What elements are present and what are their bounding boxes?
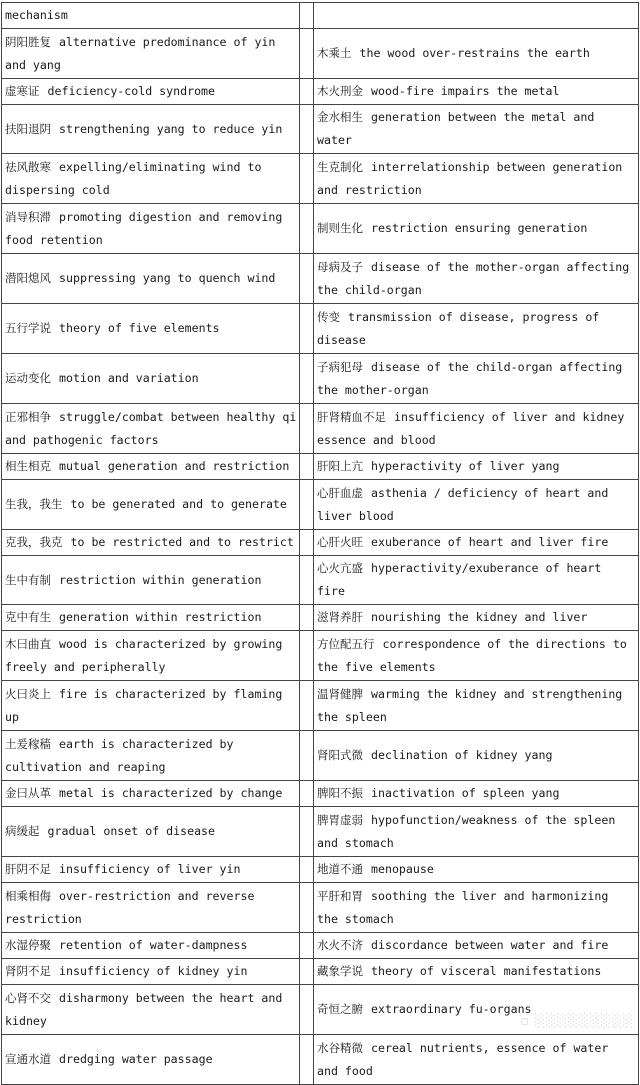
chinese-term: 克中有生 xyxy=(5,610,51,624)
english-translation: over-restriction and reverse restriction xyxy=(5,888,255,926)
glossary-table xyxy=(1,2,639,1085)
term-cell-right xyxy=(314,781,639,807)
chinese-term: 脾阳不振 xyxy=(317,786,363,800)
column-gap xyxy=(300,933,314,959)
term-cell-left xyxy=(2,454,300,480)
column-gap xyxy=(300,1035,314,1085)
column-gap xyxy=(300,254,314,304)
glossary-row xyxy=(2,454,639,480)
english-translation: disease of the mother-organ affecting the child-organ xyxy=(317,259,630,297)
english-translation: nourishing the kidney and liver xyxy=(371,610,588,624)
term-cell-left xyxy=(2,105,300,154)
column-gap xyxy=(300,154,314,204)
english-translation: theory of five elements xyxy=(59,321,220,335)
english-translation: declination of kidney yang xyxy=(371,748,553,762)
chinese-term: 克我，我克 xyxy=(5,535,63,549)
chinese-term: 虚寒证 xyxy=(5,84,40,98)
chinese-term: 奇恒之腑 xyxy=(317,1002,363,1016)
term-cell-right xyxy=(314,79,639,105)
term-cell-left xyxy=(2,781,300,807)
term-cell-right xyxy=(314,883,639,933)
term-cell-left xyxy=(2,304,300,354)
chinese-term: 制则生化 xyxy=(317,221,363,235)
chinese-term: 生我，我生 xyxy=(5,497,63,511)
english-translation: extraordinary fu-organs xyxy=(371,1002,532,1016)
english-translation: wood is characterized by growing freely and peripherally xyxy=(5,636,283,674)
column-gap xyxy=(300,883,314,933)
column-gap xyxy=(300,79,314,105)
chinese-term: 五行学说 xyxy=(5,321,51,335)
glossary-row xyxy=(2,631,639,681)
english-translation: hyperactivity/exuberance of heart fire xyxy=(317,561,602,598)
chinese-term: 正邪相争 xyxy=(5,409,51,424)
english-translation: wood-fire impairs the metal xyxy=(371,84,560,98)
chinese-term: 生克制化 xyxy=(317,159,363,174)
english-translation: the wood over-restrains the earth xyxy=(359,46,590,60)
term-cell-right xyxy=(314,556,639,605)
glossary-row xyxy=(2,933,639,959)
english-translation: interrelationship between generation and restriction xyxy=(317,159,623,197)
english-translation: mechanism xyxy=(5,8,68,22)
term-cell-left xyxy=(2,1035,300,1085)
column-gap xyxy=(300,731,314,781)
term-cell-left xyxy=(2,79,300,105)
chinese-term: 土爰稼穑 xyxy=(5,736,51,751)
glossary-row xyxy=(2,29,639,79)
glossary-row xyxy=(2,883,639,933)
english-translation: cereal nutrients, essence of water and food xyxy=(317,1040,609,1078)
term-cell-left xyxy=(2,530,300,556)
glossary-row xyxy=(2,556,639,605)
glossary-body xyxy=(2,3,639,1085)
english-translation: expelling/eliminating wind to dispersing cold xyxy=(5,159,262,197)
chinese-term: 平肝和胃 xyxy=(317,888,363,903)
chinese-term: 心肝血虚 xyxy=(317,485,363,500)
english-translation: retention of water-dampness xyxy=(59,938,248,952)
chinese-term: 生中有制 xyxy=(5,572,51,587)
chinese-term: 母病及子 xyxy=(317,259,363,274)
chinese-term: 肾阴不足 xyxy=(5,964,51,978)
chinese-term: 祛风散寒 xyxy=(5,159,51,174)
english-translation: exuberance of heart and liver fire xyxy=(371,535,609,549)
glossary-row xyxy=(2,807,639,857)
term-cell-left xyxy=(2,631,300,681)
glossary-row xyxy=(2,254,639,304)
chinese-term: 肝阴不足 xyxy=(5,862,51,876)
term-cell-left xyxy=(2,681,300,731)
column-gap xyxy=(300,354,314,404)
chinese-term: 滋肾养肝 xyxy=(317,610,363,624)
glossary-row xyxy=(2,154,639,204)
english-translation: strengthening yang to reduce yin xyxy=(59,121,283,136)
column-gap xyxy=(300,29,314,79)
column-gap xyxy=(300,605,314,631)
term-cell-right xyxy=(314,530,639,556)
term-cell-right xyxy=(314,857,639,883)
chinese-term: 水谷精微 xyxy=(317,1040,363,1055)
chinese-term: 地道不通 xyxy=(317,862,363,876)
column-gap xyxy=(300,454,314,480)
english-translation: mutual generation and restriction xyxy=(59,459,290,473)
term-cell-left xyxy=(2,480,300,530)
glossary-row xyxy=(2,1035,639,1085)
english-translation: struggle/combat between healthy qi and pathogenic factors xyxy=(5,409,297,447)
term-cell-left xyxy=(2,354,300,404)
chinese-term: 水火不济 xyxy=(317,938,363,952)
english-translation: to be restricted and to restrict xyxy=(70,535,294,549)
chinese-term: 火曰炎上 xyxy=(5,686,51,701)
column-gap xyxy=(300,3,314,29)
chinese-term: 肝阳上亢 xyxy=(317,459,363,473)
glossary-row xyxy=(2,857,639,883)
english-translation: insufficiency of liver and kidney essence and blood xyxy=(317,409,625,447)
watermark: ▫ ░░░░░░░░░ xyxy=(520,1014,634,1029)
english-translation: correspondence of the directions to the five elements xyxy=(317,636,627,674)
glossary-row xyxy=(2,105,639,154)
glossary-row xyxy=(2,731,639,781)
column-gap xyxy=(300,404,314,454)
chinese-term: 传变 xyxy=(317,309,340,324)
chinese-term: 心火亢盛 xyxy=(317,561,363,575)
english-translation: promoting digestion and removing food retention xyxy=(5,209,283,247)
term-cell-right xyxy=(314,404,639,454)
term-cell-right xyxy=(314,681,639,731)
term-cell-left xyxy=(2,3,300,29)
english-translation: fire is characterized by flaming up xyxy=(5,686,283,724)
term-cell-left xyxy=(2,556,300,605)
column-gap xyxy=(300,204,314,254)
glossary-row xyxy=(2,354,639,404)
chinese-term: 病缓起 xyxy=(5,824,40,838)
chinese-term: 木曰曲直 xyxy=(5,636,51,651)
english-translation: deficiency-cold syndrome xyxy=(47,84,216,98)
chinese-term: 木乘土 xyxy=(317,46,352,60)
column-gap xyxy=(300,807,314,857)
term-cell-right xyxy=(314,631,639,681)
english-translation: disharmony between the heart and kidney xyxy=(5,990,283,1028)
english-translation: hyperactivity of liver yang xyxy=(371,459,560,473)
english-translation: to be generated and to generate xyxy=(70,497,287,511)
term-cell-left xyxy=(2,883,300,933)
glossary-row xyxy=(2,304,639,354)
term-cell-right xyxy=(314,254,639,304)
column-gap xyxy=(300,781,314,807)
english-translation: gradual onset of disease xyxy=(47,824,216,838)
english-translation: soothing the liver and harmonizing the stomach xyxy=(317,888,609,926)
term-cell-right xyxy=(314,3,639,29)
chinese-term: 扶阳退阴 xyxy=(5,121,51,136)
english-translation: insufficiency of liver yin xyxy=(59,862,241,876)
english-translation: inactivation of spleen yang xyxy=(371,786,560,800)
english-translation: metal is characterized by change xyxy=(59,786,283,800)
english-translation: theory of visceral manifestations xyxy=(371,964,602,978)
term-cell-right xyxy=(314,105,639,154)
column-gap xyxy=(300,857,314,883)
column-gap xyxy=(300,985,314,1035)
chinese-term: 潜阳熄风 xyxy=(5,271,51,285)
column-gap xyxy=(300,480,314,530)
english-translation: motion and variation xyxy=(59,371,199,385)
term-cell-right xyxy=(314,933,639,959)
term-cell-right xyxy=(314,354,639,404)
glossary-row xyxy=(2,480,639,530)
english-translation: discordance between water and fire xyxy=(371,938,609,952)
english-translation: suppressing yang to quench wind xyxy=(59,271,276,285)
english-translation: generation between the metal and water xyxy=(317,110,595,147)
glossary-row xyxy=(2,959,639,985)
english-translation: hypofunction/weakness of the spleen and stomach xyxy=(317,812,616,850)
term-cell-left xyxy=(2,154,300,204)
column-gap xyxy=(300,105,314,154)
glossary-row xyxy=(2,404,639,454)
chinese-term: 相生相克 xyxy=(5,459,51,473)
term-cell-left xyxy=(2,605,300,631)
term-cell-left xyxy=(2,959,300,985)
chinese-term: 木火刑金 xyxy=(317,84,363,98)
english-translation: transmission of disease, progress of disease xyxy=(317,309,600,347)
chinese-term: 方位配五行 xyxy=(317,636,375,651)
chinese-term: 藏象学说 xyxy=(317,964,363,978)
chinese-term: 金曰从革 xyxy=(5,786,51,800)
chinese-term: 脾胃虚弱 xyxy=(317,812,363,827)
chinese-term: 肝肾精血不足 xyxy=(317,409,386,424)
column-gap xyxy=(300,530,314,556)
term-cell-right xyxy=(314,204,639,254)
glossary-row xyxy=(2,781,639,807)
chinese-term: 消导积滞 xyxy=(5,209,51,224)
english-translation: menopause xyxy=(371,862,434,876)
chinese-term: 心肾不交 xyxy=(5,990,51,1005)
glossary-row xyxy=(2,681,639,731)
term-cell-right xyxy=(314,605,639,631)
glossary-row xyxy=(2,605,639,631)
english-translation: restriction within generation xyxy=(59,572,262,587)
term-cell-right xyxy=(314,1035,639,1085)
glossary-row xyxy=(2,530,639,556)
term-cell-left xyxy=(2,985,300,1035)
column-gap xyxy=(300,631,314,681)
english-translation: restriction ensuring generation xyxy=(371,221,588,235)
chinese-term: 心肝火旺 xyxy=(317,535,363,549)
chinese-term: 温肾健脾 xyxy=(317,686,363,701)
column-gap xyxy=(300,681,314,731)
chinese-term: 金水相生 xyxy=(317,110,363,124)
english-translation: alternative predominance of yin and yang xyxy=(5,34,276,72)
chinese-term: 阴阳胜复 xyxy=(5,34,51,49)
column-gap xyxy=(300,556,314,605)
term-cell-right xyxy=(314,154,639,204)
glossary-row xyxy=(2,204,639,254)
term-cell-left xyxy=(2,204,300,254)
chinese-term: 肾阳式微 xyxy=(317,748,363,762)
term-cell-left xyxy=(2,933,300,959)
chinese-term: 宣通水道 xyxy=(5,1052,51,1066)
term-cell-left xyxy=(2,254,300,304)
english-translation: insufficiency of kidney yin xyxy=(59,964,248,978)
term-cell-right xyxy=(314,480,639,530)
term-cell-right xyxy=(314,29,639,79)
english-translation: disease of the child-organ affecting the mother-organ xyxy=(317,359,623,397)
chinese-term: 相乘相侮 xyxy=(5,888,51,903)
term-cell-right xyxy=(314,454,639,480)
term-cell-right xyxy=(314,959,639,985)
english-translation: asthenia / deficiency of heart and liver blood xyxy=(317,485,609,523)
term-cell-left xyxy=(2,807,300,857)
column-gap xyxy=(300,304,314,354)
column-gap xyxy=(300,959,314,985)
chinese-term: 水湿停聚 xyxy=(5,938,51,952)
english-translation: dredging water passage xyxy=(59,1052,213,1066)
term-cell-left xyxy=(2,857,300,883)
term-cell-right xyxy=(314,731,639,781)
english-translation: warming the kidney and strengthening the spleen xyxy=(317,686,623,724)
term-cell-left xyxy=(2,404,300,454)
chinese-term: 运动变化 xyxy=(5,371,51,385)
english-translation: earth is characterized by cultivation and reaping xyxy=(5,736,234,774)
term-cell-left xyxy=(2,29,300,79)
english-translation: generation within restriction xyxy=(59,610,262,624)
glossary-row xyxy=(2,3,639,29)
term-cell-right xyxy=(314,807,639,857)
chinese-term: 子病犯母 xyxy=(317,359,363,374)
term-cell-right xyxy=(314,304,639,354)
term-cell-left xyxy=(2,731,300,781)
glossary-row xyxy=(2,79,639,105)
